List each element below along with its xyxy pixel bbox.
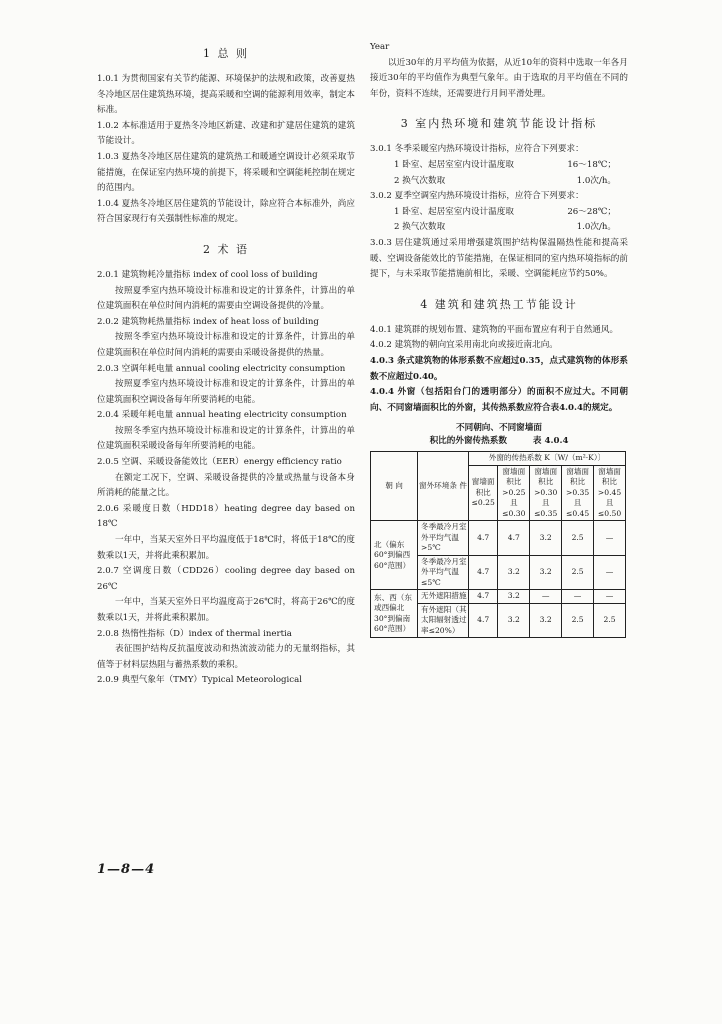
- u-value-table: [370, 451, 626, 638]
- clause-3-0-2-list: [370, 205, 628, 236]
- clause-3-0-1: 3.0.1 冬季采暖室内热环境设计指标，应符合下列要求：: [370, 144, 584, 155]
- term-2-0-5: 2.0.5 空调、采暖设备能效比（EER）energy efficiency ratio: [97, 457, 342, 468]
- header-ratio: 窗墙面积比>0.35且≤0.45: [562, 465, 594, 521]
- value-cell: 2.5: [594, 603, 626, 638]
- clause-3-0-2: 3.0.2 夏季空调室内热环境设计指标，应符合下列要求：: [370, 191, 584, 202]
- clause-4-0-2: 4.0.2 建筑物的朝向宜采用南北向或接近南北向。: [370, 340, 558, 351]
- value-cell: 2.5: [562, 521, 594, 556]
- clause-4-0-4: 4.0.4 外窗（包括阳台门的透明部分）的面积不应过大。不同朝向、不同窗墙面积比的外窗，其传热系数应符合表4.0.4的规定。: [370, 387, 628, 413]
- clause-3-0-1-list: [370, 158, 628, 189]
- value-cell: —: [594, 521, 626, 556]
- term-2-0-8: 2.0.8 热惰性指标（D）index of thermal inertia: [97, 628, 292, 639]
- table-row: [371, 521, 626, 556]
- clause-4-0-1: 4.0.1 建筑群的规划布置、建筑物的平面布置应有利于自然通风。: [370, 324, 619, 335]
- orientation-north: 北（偏东60°到偏西60°范围）: [371, 521, 418, 590]
- term-2-0-4: 2.0.4 采暖年耗电量 annual heating electricity consumption: [97, 410, 347, 421]
- value-cell: 4.7: [469, 555, 498, 590]
- term-2-0-6-def: 一年中，当某天室外日平均温度低于18℃时，将低于18℃的度数乘以1天，并将此乘积累加。: [97, 535, 355, 561]
- value-cell: 4.7: [469, 590, 498, 604]
- term-2-0-8-def: 表征围护结构反抗温度波动和热流波动能力的无量纲指标，其值等于材料层热阻与蓄热系数的乘积。: [97, 644, 355, 670]
- clause-3-0-3: 3.0.3 居住建筑通过采用增强建筑围护结构保温隔热性能和提高采暖、空调设备能效比的节能措施，在保证相同的室内热环境指标的前提下，与未采取节能措施前相比，采暖、空调能耗应节约50%。: [370, 237, 628, 280]
- clause-1-0-3: 1.0.3 夏热冬冷地区居住建筑的建筑热工和暖通空调设计必须采取节能措施，在保证室内热环境的前提下，将采暖和空调能耗控制在规定的范围内。: [97, 151, 355, 194]
- list-item: 1 卧室、起居室室内设计温度取 16～18℃；: [394, 159, 616, 170]
- value-cell: 3.2: [530, 521, 562, 556]
- term-2-0-1-def: 按照夏季室内热环境设计标准和设定的计算条件，计算出的单位建筑面积在单位时间内消耗的需要由空调设备提供的冷量。: [97, 285, 355, 312]
- list-item: 1 卧室、起居室室内设计温度取 26～28℃；: [394, 206, 616, 217]
- term-2-0-4-def: 按照冬季室内热环境设计标准和设定的计算条件，计算出的单位建筑面积采暖设备每年所要消耗的电能。: [97, 425, 355, 452]
- term-2-0-9: 2.0.9 典型气象年（TMY）Typical Meteorological: [97, 675, 302, 686]
- section-1-title: 1 总 则: [203, 47, 249, 60]
- term-2-0-3-def: 按照夏季室内热环境设计标准和设定的计算条件，计算出的单位建筑面积空调设备每年所要消耗的电能。: [97, 379, 355, 405]
- table-number: 表 4.0.4: [532, 436, 569, 447]
- term-2-0-1: 2.0.1 建筑物耗冷量指标 index of cool loss of building: [97, 269, 318, 280]
- term-2-0-7-def: 一年中，当某天室外日平均温度高于26℃时，将高于26℃的度数乘以1天，并将此乘积累加。: [97, 597, 355, 623]
- value-cell: —: [562, 590, 594, 604]
- value-cell: 3.2: [498, 590, 530, 604]
- term-2-0-5-def: 在额定工况下，空调、采暖设备提供的冷量或热量与设备本身所消耗的能量之比。: [97, 472, 355, 499]
- term-2-0-9-def: 以近30年的月平均值为依据，从近10年的资料中选取一年各月接近30年的平均值作为典型气象年。由于选取的月平均值在不同的年份，资料不连续，还需要进行月间平滑处理。: [370, 57, 628, 99]
- value-cell: —: [594, 590, 626, 604]
- value-cell: 4.7: [498, 521, 530, 556]
- section-4-title: 4 建筑和建筑热工节能设计: [420, 297, 578, 311]
- term-2-0-6: 2.0.6 采暖度日数（HDD18）heating degree day based on 18℃: [97, 503, 355, 530]
- env-cell: 冬季最冷月室外平均气温>5℃: [418, 521, 469, 556]
- value-cell: —: [530, 590, 562, 604]
- orientation-east-west: 东、西（东或西偏北30°到偏南60°范围）: [371, 590, 418, 638]
- right-column: [370, 40, 628, 638]
- clause-1-0-1: 1.0.1 为贯彻国家有关节约能源、环境保护的法规和政策，改善夏热冬冷地区居住建筑热环境，提高采暖和空调的能源利用效率，制定本标准。: [97, 74, 355, 116]
- table-title: 不同朝向、不同窗墙面 积比的外窗传热系数 表 4.0.4: [429, 423, 569, 447]
- list-item: 2 换气次数取 1.0次/h。: [394, 175, 616, 186]
- value-cell: 3.2: [530, 555, 562, 590]
- term-2-0-2-def: 按照冬季室内热环境设计标准和设定的计算条件，计算出的单位建筑面积在单位时间内消耗的需要由采暖设备提供的热量。: [97, 332, 355, 358]
- value-cell: —: [594, 555, 626, 590]
- header-ratio: 窗墙面积比>0.45且≤0.50: [594, 465, 626, 521]
- page-number: 1—8—4: [97, 862, 156, 877]
- header-environment: 窗外环境条 件: [418, 452, 469, 521]
- header-ratio: 窗墙面积比>0.30且≤0.35: [530, 465, 562, 521]
- term-2-0-3: 2.0.3 空调年耗电量 annual cooling electricity consumption: [97, 363, 346, 374]
- env-cell: 有外遮阳（其太阳辐射透过率≤20%）: [418, 603, 469, 638]
- table-row: [371, 590, 626, 604]
- list-item: 2 换气次数取 1.0次/h。: [394, 222, 616, 233]
- clause-4-0-3: 4.0.3 条式建筑物的体形系数不应超过0.35，点式建筑物的体形系数不应超过0.40。: [370, 355, 628, 382]
- section-2-title: 2 术 语: [203, 242, 249, 256]
- value-cell: 4.7: [469, 521, 498, 556]
- env-cell: 无外遮阳措施: [418, 590, 469, 604]
- term-2-0-7: 2.0.7 空调度日数（CDD26）cooling degree day based on 26℃: [97, 566, 355, 592]
- left-column: [97, 40, 355, 689]
- term-2-0-2: 2.0.2 建筑物耗热量指标 index of heat loss of building: [97, 316, 319, 327]
- clause-1-0-2: 1.0.2 本标准适用于夏热冬冷地区新建、改建和扩建居住建筑的建筑节能设计。: [97, 120, 355, 147]
- env-cell: 冬季最冷月室外平均气温≤5℃: [418, 555, 469, 590]
- value-cell: 2.5: [562, 603, 594, 638]
- header-ratio: 窗墙面积比>0.25且≤0.30: [498, 465, 530, 521]
- section-3-title: 3 室内热环境和建筑节能设计指标: [400, 117, 598, 131]
- value-cell: 3.2: [498, 603, 530, 638]
- term-2-0-9-cont: Year: [370, 42, 390, 52]
- value-cell: 4.7: [469, 603, 498, 638]
- header-ratio: 窗墙面积比≤0.25: [469, 465, 498, 521]
- header-orientation: 朝 向: [371, 452, 418, 521]
- value-cell: 2.5: [562, 555, 594, 590]
- value-cell: 3.2: [530, 603, 562, 638]
- header-u-value: 外窗的传热系数 K〔W/（m²·K）〕: [469, 452, 626, 466]
- value-cell: 3.2: [498, 555, 530, 590]
- clause-1-0-4: 1.0.4 夏热冬冷地区居住建筑的节能设计，除应符合本标准外，尚应符合国家现行有关强制性标准的规定。: [97, 198, 355, 225]
